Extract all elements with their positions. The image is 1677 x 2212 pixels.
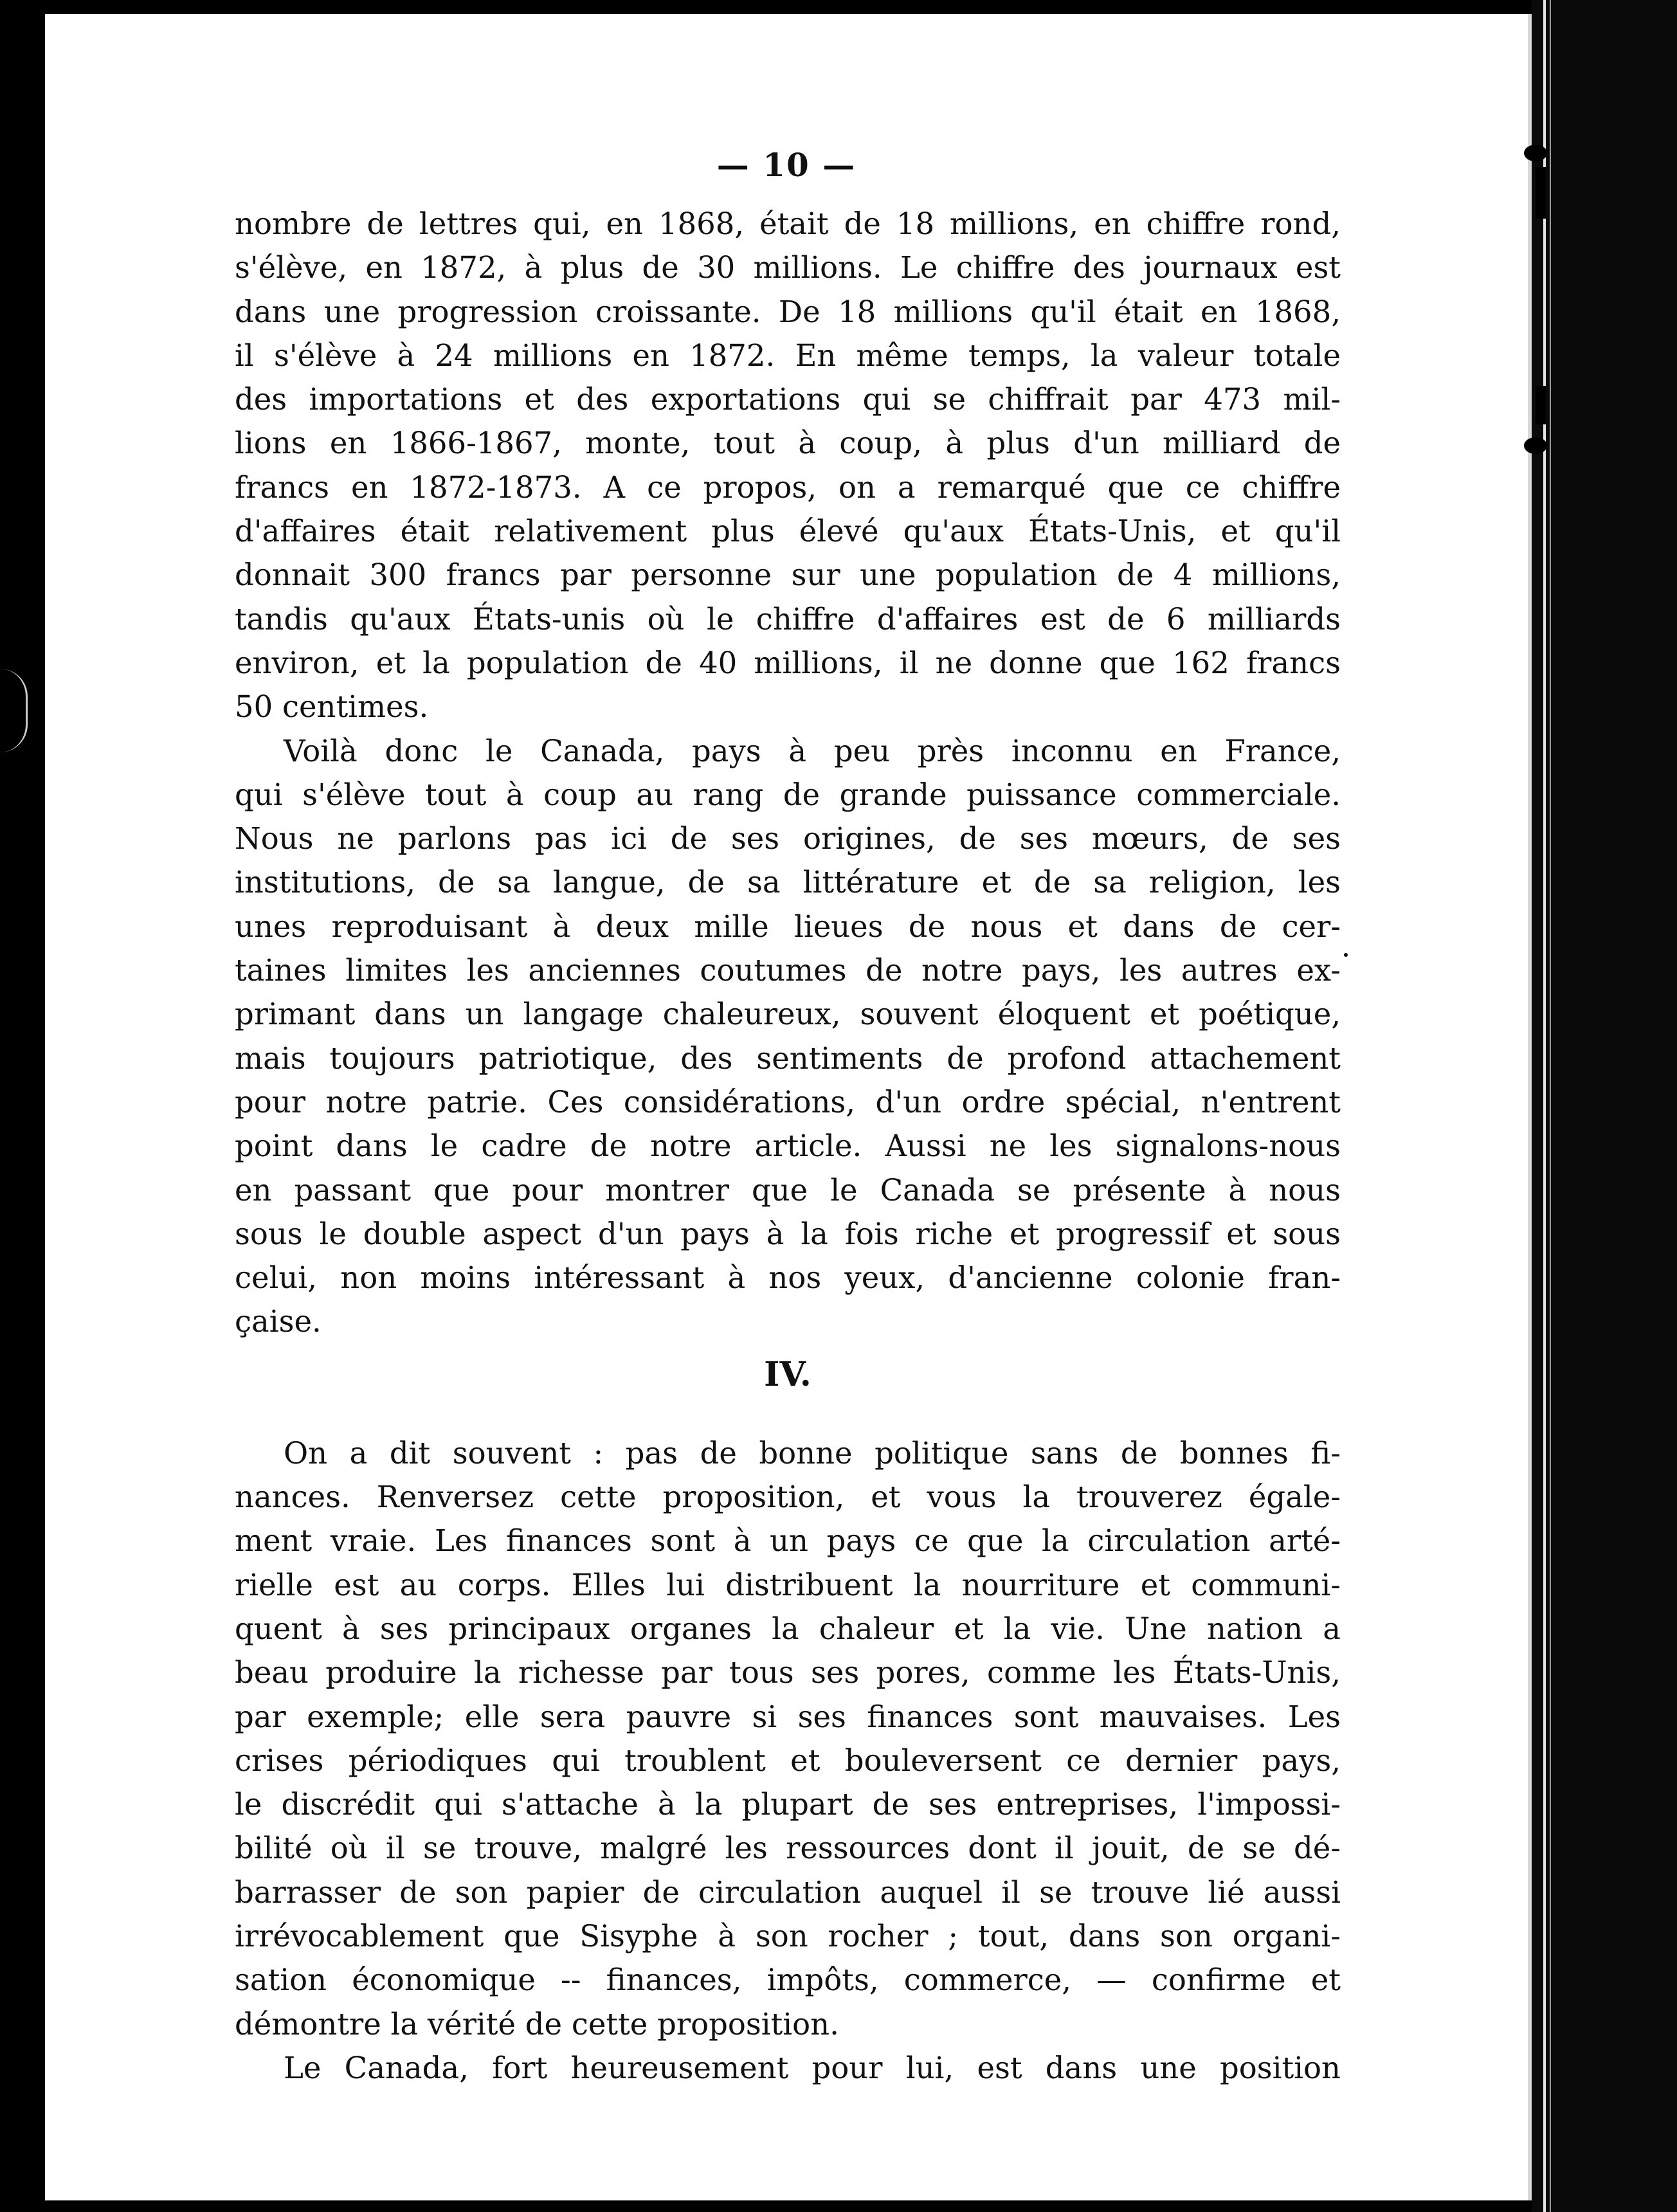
text-line: rielle est au corps. Elles lui distribuent la nourriture et communi- xyxy=(235,1567,1341,1602)
paragraph-2 xyxy=(235,729,1341,1344)
text-line: Le Canada, fort heureusement pour lui, est dans une position xyxy=(284,2050,1341,2085)
binding-rule xyxy=(1550,0,1551,2212)
text-line: point dans le cadre de notre article. Aussi ne les signalons-nous xyxy=(235,1129,1341,1164)
page-number: — 10 — xyxy=(716,146,857,184)
text-line: On a dit souvent : pas de bonne politique sans de bonnes fi- xyxy=(284,1435,1341,1471)
page-text xyxy=(235,202,1341,2090)
binding-thread xyxy=(1536,386,1546,424)
text-line: barrasser de son papier de circulation auquel il se trouve lié aussi xyxy=(235,1874,1341,1910)
text-line: qui s'élève tout à coup au rang de grande puissance commerciale. xyxy=(235,777,1341,812)
text-line: institutions, de sa langue, de sa littérature et de sa religion, les xyxy=(235,865,1341,900)
text-line: il s'élève à 24 millions en 1872. En même temps, la valeur totale xyxy=(235,338,1341,373)
paragraph-1 xyxy=(235,202,1341,729)
page-edge-mark xyxy=(0,669,28,752)
text-line: primant dans un langage chaleureux, souvent éloquent et poétique, xyxy=(235,997,1341,1032)
binding-knot xyxy=(1524,145,1547,161)
book-page xyxy=(45,14,1532,2200)
text-line: beau produire la richesse par tous ses pores, comme les États-Unis, xyxy=(235,1655,1341,1691)
binding-thread xyxy=(1536,167,1546,219)
text-line: dans une progression croissante. De 18 millions qu'il était en 1868, xyxy=(235,294,1341,329)
text-line: le discrédit qui s'attache à la plupart de ses entreprises, l'impossi- xyxy=(235,1787,1341,1822)
text-line: des importations et des exportations qui se chiffrait par 473 mil- xyxy=(235,382,1341,417)
binding-knot xyxy=(1524,437,1547,454)
text-line: nances. Renversez cette proposition, et vous la trouverez égale- xyxy=(235,1480,1341,1515)
text-line: par exemple; elle sera pauvre si ses finances sont mauvaises. Les xyxy=(235,1699,1341,1734)
text-line: çaise. xyxy=(235,1304,322,1339)
text-line: donnait 300 francs par personne sur une population de 4 millions, xyxy=(235,558,1341,593)
binding-strip xyxy=(1532,0,1677,2212)
binding-rule xyxy=(1543,0,1546,2212)
text-line: environ, et la population de 40 millions, il ne donne que 162 francs xyxy=(235,645,1341,680)
text-line: ment vraie. Les finances sont à un pays ce que la circulation arté- xyxy=(235,1523,1341,1559)
text-line: pour notre patrie. Ces considérations, d'un ordre spécial, n'entrent xyxy=(235,1084,1341,1120)
text-line: tandis qu'aux États-unis où le chiffre d'affaires est de 6 milliards xyxy=(235,601,1341,637)
text-line: d'affaires était relativement plus élevé qu'aux États-Unis, et qu'il xyxy=(235,514,1341,549)
text-line: nombre de lettres qui, en 1868, était de 18 millions, en chiffre rond, xyxy=(235,206,1341,241)
text-line: mais toujours patriotique, des sentiments de profond attachement xyxy=(235,1040,1341,1076)
text-line: irrévocablement que Sisyphe à son rocher ; tout, dans son organi- xyxy=(235,1918,1341,1954)
text-line: sation économique -- finances, impôts, commerce, — confirme et xyxy=(235,1963,1341,1998)
text-line: 50 centimes. xyxy=(235,689,429,725)
text-line: quent à ses principaux organes la chaleur et la vie. Une nation a xyxy=(235,1611,1341,1646)
text-line: francs en 1872-1873. A ce propos, on a remarqué que ce chiffre xyxy=(235,469,1341,505)
paragraph-3 xyxy=(235,1431,1341,2046)
text-line: celui, non moins intéressant à nos yeux, d'ancienne colonie fran- xyxy=(235,1260,1341,1296)
text-line: crises périodiques qui troublent et bouleversent ce dernier pays, xyxy=(235,1743,1341,1778)
text-line: lions en 1866-1867, monte, tout à coup, à plus d'un milliard de xyxy=(235,426,1341,461)
text-line: taines limites les anciennes coutumes de notre pays, les autres ex- xyxy=(235,953,1341,988)
text-line: s'élève, en 1872, à plus de 30 millions. Le chiffre des journaux est xyxy=(235,250,1341,286)
text-line: unes reproduisant à deux mille lieues de nous et dans de cer- xyxy=(235,909,1341,944)
text-line: en passant que pour montrer que le Canada se présente à nous xyxy=(235,1172,1341,1208)
section-heading: IV. xyxy=(764,1354,811,1394)
text-line: sous le double aspect d'un pays à la fois riche et progressif et sous xyxy=(235,1216,1341,1251)
text-line: bilité où il se trouve, malgré les ressources dont il jouit, de se dé- xyxy=(235,1831,1341,1866)
ink-speck xyxy=(1344,953,1348,957)
text-line: démontre la vérité de cette proposition. xyxy=(235,2006,839,2042)
paragraph-4 xyxy=(235,2046,1341,2090)
text-line: Nous ne parlons pas ici de ses origines, de ses mœurs, de ses xyxy=(235,821,1341,857)
text-line: Voilà donc le Canada, pays à peu près inconnu en France, xyxy=(284,733,1341,768)
